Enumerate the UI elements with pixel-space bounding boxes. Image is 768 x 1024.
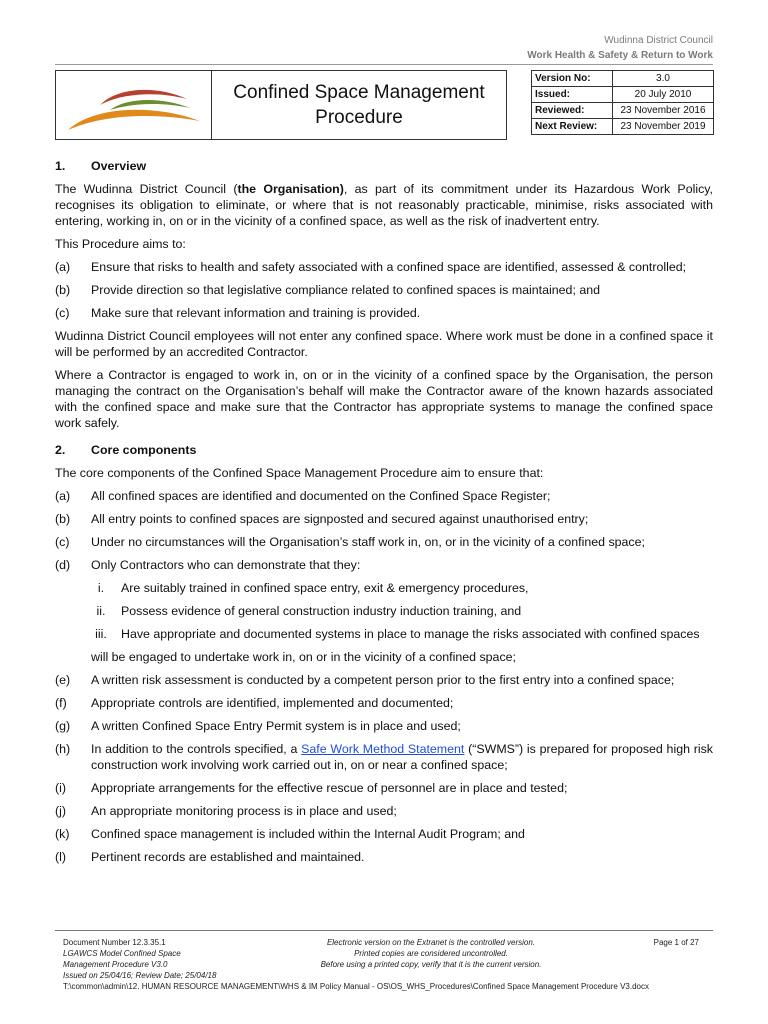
sub-list-item [81, 603, 713, 619]
d-continuation: will be engaged to undertake work in, on or in the vicinity of a confined space; [91, 650, 516, 664]
list-label: (h) [55, 742, 71, 756]
list-label: (e) [55, 673, 71, 687]
logo-swoosh-icon [62, 75, 202, 135]
list-label: (c) [55, 535, 70, 549]
meta-label: Next Review: [532, 119, 613, 135]
list-item [55, 511, 713, 527]
list-label: (j) [55, 804, 67, 818]
section-heading [55, 158, 713, 174]
text-run: , as part of its commitment under its Hazardous Work Policy, recognises its obligation to eliminate, or where that is not reasonably practicable, minimise, risks associated with entering, working in, on or in the vicinity of a confined space, as well as the risk of inadvertent entry. [55, 182, 713, 228]
core-sublist [55, 580, 713, 642]
list-text: An appropriate monitoring process is in place and used; [91, 804, 397, 818]
section-title: Overview [91, 159, 147, 173]
list-text: Only Contractors who can demonstrate that they: [91, 558, 361, 572]
swms-link[interactable]: Safe Work Method Statement [301, 742, 465, 756]
bold-term: the Organisation) [237, 182, 344, 196]
employees-paragraph: Wudinna District Council employees will not enter any confined space. Where work must be done in a confined space it will be performed by an accredited Contractor. [55, 329, 713, 359]
core-lead: The core components of the Confined Space Management Procedure aim to ensure that: [55, 466, 544, 480]
list-item [55, 557, 713, 573]
list-item [55, 741, 713, 773]
overview-paragraph [55, 181, 713, 229]
page-number: Page 1 of 27 [653, 938, 699, 947]
list-text: A written risk assessment is conducted by a competent person prior to the first entry into a confined space; [91, 673, 675, 687]
section-number: 1. [55, 159, 66, 173]
list-item [55, 780, 713, 796]
meta-label: Version No: [532, 71, 613, 87]
list-item [55, 488, 713, 504]
list-text: A written Confined Space Entry Permit system is in place and used; [91, 719, 461, 733]
list-item [55, 282, 713, 298]
list-text: Confined space management is included within the Internal Audit Program; and [91, 827, 525, 841]
contractor-paragraph: Where a Contractor is engaged to work in, on or in the vicinity of a confined space by the Organisation, the person managing the contract on the Organisation’s behalf will make the Contractor aware of the known hazards associated with the confined space and make sure that the Contractor has appropriate systems to manage the confined space work safely. [55, 368, 713, 430]
footer-doc-info [55, 937, 263, 981]
header-divider [55, 64, 713, 65]
list-item [55, 672, 713, 688]
list-item [55, 695, 713, 711]
list-text: Under no circumstances will the Organisation’s staff work in, on, or in the vicinity of a confined space; [91, 535, 645, 549]
document-title [212, 71, 506, 139]
meta-value: 3.0 [613, 71, 714, 87]
issued-line: Issued on 25/04/16; Review Date; 25/04/18 [63, 971, 217, 980]
aims-lead: This Procedure aims to: [55, 237, 186, 251]
core-list-e-g [55, 672, 713, 734]
list-item [55, 826, 713, 842]
title-block [55, 70, 507, 140]
list-label: (k) [55, 827, 70, 841]
list-text: Pertinent records are established and maintained. [91, 850, 365, 864]
list-label: (b) [55, 512, 71, 526]
sub-list-item [81, 626, 713, 642]
section-title: Core components [91, 443, 197, 457]
list-text: Appropriate arrangements for the effective rescue of personnel are in place and tested; [91, 781, 568, 795]
list-label: (i) [55, 781, 67, 795]
version-table [531, 70, 714, 135]
department-name: Work Health & Safety & Return to Work [527, 50, 713, 61]
list-text: All confined spaces are identified and documented on the Confined Space Register; [91, 489, 551, 503]
list-text: Possess evidence of general construction industry induction training, and [121, 604, 522, 618]
meta-label: Reviewed: [532, 103, 613, 119]
aims-list [55, 259, 713, 321]
list-text: Appropriate controls are identified, implemented and documented; [91, 696, 454, 710]
list-item [55, 803, 713, 819]
list-label: (g) [55, 719, 71, 733]
section-number: 2. [55, 443, 66, 457]
council-logo [56, 71, 212, 139]
meta-row [532, 87, 714, 103]
file-path: T:\common\admin\12. HUMAN RESOURCE MANAGEMENT\WHS & IM Policy Manual - OS\OS_WHS_Procedures\Confined Space Management Procedure V3.docx [63, 982, 649, 991]
meta-value: 23 November 2019 [613, 119, 714, 135]
core-list-a-d [55, 488, 713, 573]
org-name: Wudinna District Council [604, 35, 713, 46]
list-text: Are suitably trained in confined space entry, exit & emergency procedures, [121, 581, 529, 595]
list-text: Have appropriate and documented systems in place to manage the risks associated with confined spaces [121, 627, 700, 641]
model-line-2: Management Procedure V3.0 [63, 960, 168, 969]
list-text: Ensure that risks to health and safety associated with a confined space are identified, assessed & controlled; [91, 260, 687, 274]
list-text: All entry points to confined spaces are signposted and secured against unauthorised entry; [91, 512, 589, 526]
list-item [55, 718, 713, 734]
text-run: (“SWMS”) is prepared for proposed high risk construction work involving work carried out in, on or near a confined space; [91, 742, 713, 772]
meta-row [532, 103, 714, 119]
meta-value: 20 July 2010 [613, 87, 714, 103]
text-run: In addition to the controls specified, a [91, 742, 302, 756]
footer-control-notice [263, 937, 599, 981]
list-label: iii. [95, 627, 107, 641]
meta-row [532, 71, 714, 87]
meta-label: Issued: [532, 87, 613, 103]
list-item [55, 305, 713, 321]
list-label: ii. [96, 604, 106, 618]
notice-line: Printed copies are considered uncontrolled. [354, 949, 508, 958]
model-line-1: LGAWCS Model Confined Space [63, 949, 181, 958]
meta-row [532, 119, 714, 135]
list-label: (b) [55, 283, 71, 297]
meta-value: 23 November 2016 [613, 103, 714, 119]
list-label: (a) [55, 260, 71, 274]
notice-line: Before using a printed copy, verify that it is the current version. [320, 960, 542, 969]
list-label: (d) [55, 558, 71, 572]
text-run: The Wudinna District Council ( [55, 182, 238, 196]
list-text [91, 741, 713, 773]
list-label: (l) [55, 850, 67, 864]
list-label: (a) [55, 489, 71, 503]
title-line-2: Procedure [315, 107, 403, 128]
list-item [55, 259, 713, 275]
list-text: Provide direction so that legislative compliance related to confined spaces is maintained; and [91, 283, 600, 297]
document-body [55, 158, 713, 872]
document-header [527, 33, 713, 63]
list-item [55, 534, 713, 550]
list-text: Make sure that relevant information and training is provided. [91, 306, 421, 320]
document-footer [55, 930, 713, 992]
section-heading [55, 442, 713, 458]
core-list-i-l [55, 780, 713, 865]
title-line-1: Confined Space Management [233, 82, 485, 103]
notice-line: Electronic version on the Extranet is the controlled version. [326, 938, 536, 947]
list-label: (c) [55, 306, 70, 320]
list-item [55, 849, 713, 865]
list-label: i. [97, 581, 105, 595]
doc-number: Document Number 12.3.35.1 [63, 938, 166, 947]
sub-list-item [81, 580, 713, 596]
list-label: (f) [55, 696, 67, 710]
